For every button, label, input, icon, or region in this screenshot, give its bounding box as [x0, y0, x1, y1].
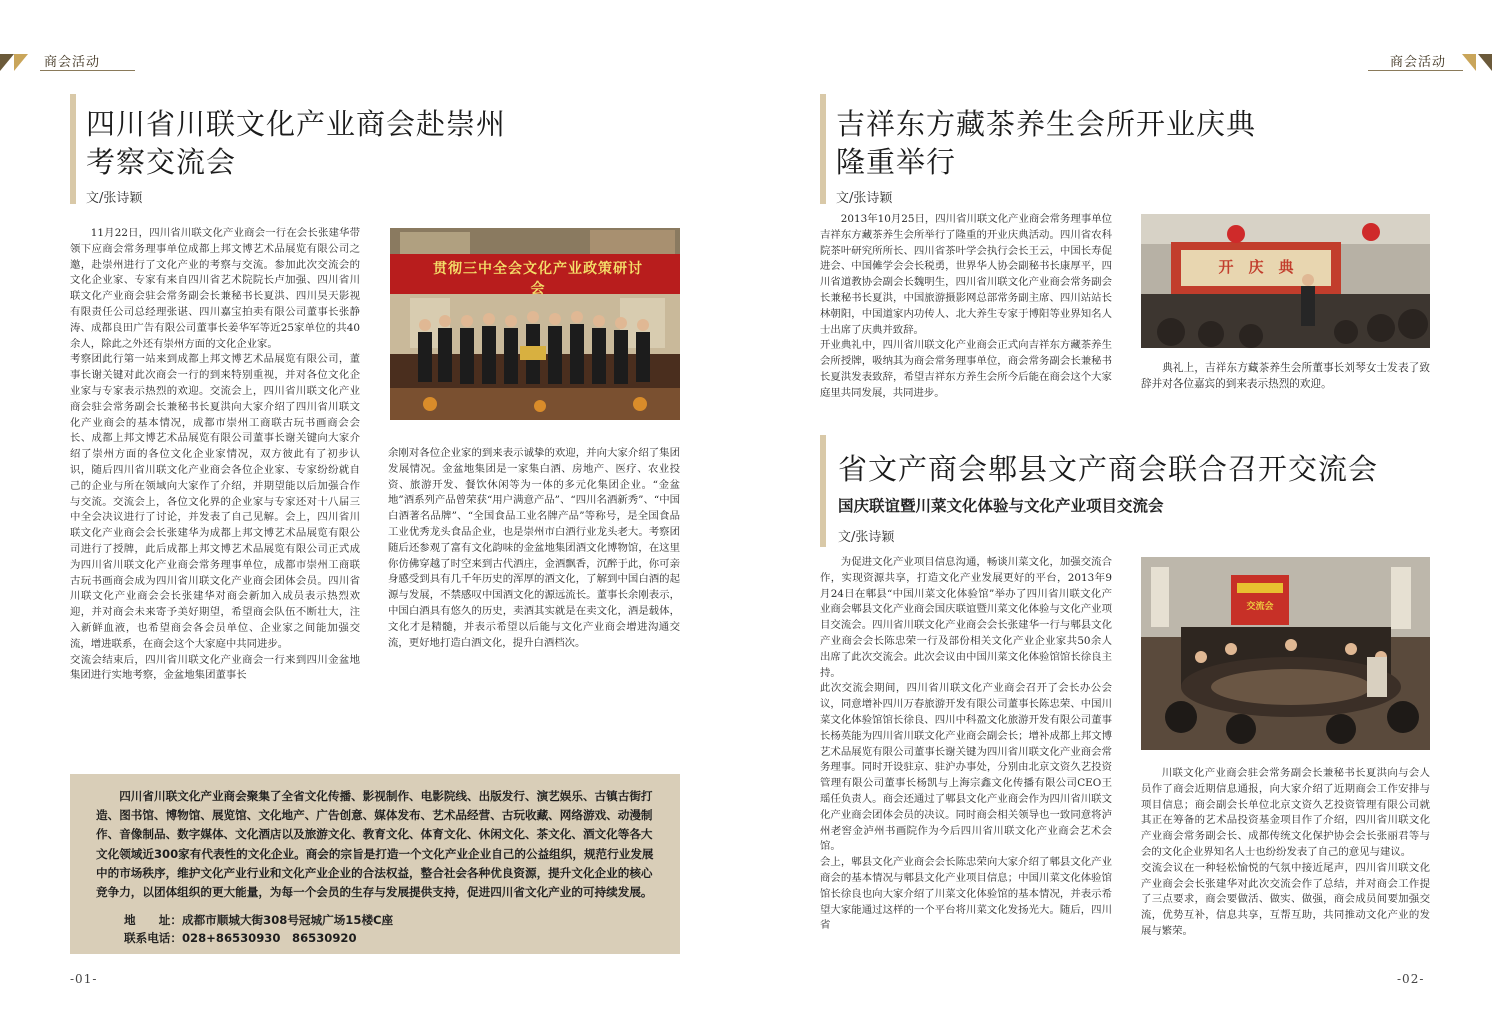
meeting-photo-image — [390, 228, 680, 420]
article3-title-bar — [820, 435, 826, 547]
contact-phone — [124, 930, 357, 946]
article3-title: 省文产商会郫县文产商会联合召开交流会 — [838, 452, 1379, 486]
article2-body: 2013年10月25日，四川省川联文化产业商会常务理事单位吉祥东方藏茶养生会所举行了隆重的开业庆典活动。四川省农科院茶叶研究所所长、四川省茶叶学会执行会长王云，中国长寿促进会、中国傩学会会长税勇，世界华人协会副秘书长康厚平，四川省道教协会副会长魏明生，四川省川联文化产业商会常务副会长兼秘书长夏洪，中国旅游摄影网总部常务副主席、四川站站长林朝阳，中国道家内功传人、北大养生专家于博阳等业界知名人士出席了庆典并致辞。 开业典礼中，四川省川联文化产业商会正式向吉祥东方藏茶养生会所授牌，吸纳其为商会常务理事单位，商会常务副会长兼秘书长夏洪发表致辞，希望吉祥东方养生会所今后能在商会这个大家庭里共同发展，共同进步。 — [820, 213, 1112, 399]
phone-label: 联系电话： — [124, 931, 182, 945]
contact-address — [124, 912, 393, 928]
article2-title-line1: 吉祥东方藏茶养生会所开业庆典 — [836, 107, 1257, 141]
article3-photo-banner: 交流会 — [1246, 602, 1274, 612]
page-number-left: -01- — [70, 972, 98, 986]
header-underline-left — [40, 70, 135, 71]
article1-title-line2: 考察交流会 — [86, 145, 237, 179]
article2-title-bar — [820, 94, 826, 204]
tab-decor-left-gold — [14, 54, 28, 71]
article3-body: 为促进文化产业项目信息沟通，畅谈川菜文化，加强交流合作，实现资源共享，打造文化产业发展更好的平台，2013年9月24日在郫县“中国川菜文化体验馆”举办了四川省川联文化产业商会郫县文化产业商会国庆联谊暨川菜文化体验与文化产业项目交流会。四川省川联文化产业商会会长张建华一行与郫县文化产业商会会长陈忠荣一行及部份相关文化产业企业家共50余人出席了此次交流会。此次会议由中国川菜文化体验馆馆长徐良主持。 此次交流会期间，四川省川联文化产业商会召开了会长办公会议，同意增补四川万春旅游开发有限公司董事长陈忠荣、中国川菜文化体验馆馆长徐良、四川中科盈文化旅游开发有限公司董事长杨英能为四川省川联文化产业商会副会长；增补成都上邦文博艺术品展览有限公司董事长谢关键为四川省川联文化产业商会常务理事。同时开设驻京、驻沪办事处，分别由北京文资久艺投资管理有限公司董事长杨凯与上海宗鑫文化传播有限公司CEO王瑶任负责人。商会还通过了郫县文化产业商会作为四川省川联文化产业商会团体会员的决议。同时商会相关领导也一致同意将泸州老窖金泸州书画院作为今后四川省川联文化产业商会艺术会馆。 会上，郫县文化产业商会会长陈忠荣向大家介绍了郫县文化产业商会的基本情况与郫县文化产业项目信息；中国川菜文化体验馆馆长徐良也向大家介绍了川菜文化体验馆的基本情况，并表示希望大家能通过这样的一个平台将川菜文化发扬光大。随后，四川省 — [820, 556, 1112, 932]
article2-title-line2: 隆重举行 — [836, 145, 957, 179]
tab-decor-right-dark — [1478, 54, 1492, 71]
header-underline-right — [1368, 70, 1463, 71]
article1-title-line1: 四川省川联文化产业商会赴崇州 — [86, 107, 507, 141]
tab-decor-right-gold — [1462, 54, 1476, 71]
article3-photo — [1141, 557, 1430, 750]
article1-title-bar — [70, 94, 76, 204]
tab-decor-left-dark — [0, 54, 14, 71]
address-value: 成都市顺城大街308号冠城广场15楼C座 — [181, 913, 394, 927]
article1-column2: 余刚对各位企业家的到来表示诚挚的欢迎，并向大家介绍了集团发展情况。金盆地集团是一家集白酒、房地产、医疗、农业投资、旅游开发、餐饮休闲等为一体的多元化集团企业。“金盆地”酒系列产品曾荣获“用户满意产品”、“四川名酒新秀”、“中国白酒著名品牌”、“全国食品工业名牌产品”等称号，是全国食品工业优秀龙头食品企业，也是崇州市白酒行业龙头老大。考察团随后还参观了富有文化韵味的金盆地集团酒文化博物馆，在这里你仿佛穿越了时空来到古代酒庄，金酒飘香，沉醉于此，你可亲身感受到具有几千年历史的浑厚的酒文化，了解到中国白酒的起源与发展，不禁感叹中国酒文化的源远流长。董事长余刚表示，中国白酒具有悠久的历史，卖酒其实就是在卖文化，酒是载体，文化才是精髓，并表示希望以后能与文化产业商会增进沟通交流，更好地打造白酒文化，提升白酒档次。 — [388, 447, 680, 649]
phone-value: 028+86530930 86530920 — [181, 931, 357, 945]
meeting-room-photo-image — [1141, 557, 1430, 750]
article1-photo — [390, 228, 680, 420]
article2-photo-caption: 典礼上，吉祥东方藏茶养生会所董事长刘琴女士发表了致辞并对各位嘉宾的到来表示热烈的欢迎。 — [1141, 362, 1430, 390]
article3-subtitle: 国庆联谊暨川菜文化体验与文化产业项目交流会 — [838, 496, 1164, 515]
article3-column2: 川联文化产业商会驻会常务副会长兼秘书长夏洪向与会人员作了商会近期信息通报，向大家介绍了近期商会工作安排与项目信息；商会副会长单位北京文资久艺投资管理有限公司就其正在筹备的艺术品投资基金项目作了介绍，四川省川联文化产业商会常务副会长、成都传统文化保护协会会长张丽君等与会的文化企业界知名人士也纷纷发表了自己的意见与建议。 交流会议在一种轻松愉悦的气氛中接近尾声，四川省川联文化产业商会会长张建华对此次交流会作了总结，并对商会工作提了三点要求，商会要做活、做实、做强，商会成员间要加强交流，优势互补，信息共享，互帮互助，共同推动文化产业的发展与繁荣。 — [1141, 767, 1430, 937]
article1-author: 文/张诗颖 — [86, 191, 143, 206]
article2-photo-banner: 开 庆 典 — [1218, 258, 1294, 276]
page-number-right: -02- — [1397, 972, 1425, 986]
section-tab-left: 商会活动 — [44, 55, 101, 70]
info-box-text: 四川省川联文化产业商会聚集了全省文化传播、影视制作、电影院线、出版发行、演艺娱乐、古镇古街打造、图书馆、博物馆、展览馆、文化地产、广告创意、媒体发布、艺术品经营、古玩收藏、网络游戏、动漫制作、音像制品、数字媒体、文化酒店以及旅游文化、教育文化、体育文化、休闲文化、茶文化、酒文化等各大文化领域近300家有代表性的文化企业。商会的宗旨是打造一个文化产业企业自己的公益组织，规范行业发展中的市场秩序，维护文化产业行业和文化产业企业的合法权益，整合社会各种优良资源，提升文化企业的核心竞争力，以团体组织的更大能量，为每一个会员的生存与发展提供支持，促进四川省文化产业的可持续发展。 — [96, 789, 654, 900]
section-tab-right: 商会活动 — [1390, 55, 1447, 70]
ceremony-photo-image — [1141, 214, 1430, 348]
article2-photo — [1141, 214, 1430, 348]
article2-author: 文/张诗颖 — [836, 191, 893, 206]
article1-column1: 11月22日，四川省川联文化产业商会一行在会长张建华带领下应商会常务理事单位成都上邦文博艺术品展览有限公司之邀，赴崇州进行了文化产业的考察与交流。参加此次交流会的文化企业家、专家有来自四川省艺术院院长卢加强、四川省川联文化产业商会驻会常务副会长兼秘书长夏洪、四川昊天影视有限责任公司总经理张谌、四川嘉宝拍卖有限公司董事长张静涛、成都良田广告有限公司董事长姜华军等近25家单位的共40余人，除此之外还有崇州方面的文化企业家。 考察团此行第一站来到成都上邦文博艺术品展览有限公司，董事长谢关键对此次商会一行的到来特别重视，并对各位文化企业家与专家表示热烈的欢迎。交流会上，四川省川联文化产业商会驻会常务副会长兼秘书长夏洪向大家介绍了四川省川联文化产业商会的基本情况，成都市崇州工商联古玩书画商会会长、成都上邦文博艺术品展览有限公司董事长谢关键向大家介绍了崇州方面的各位文化企业家情况，双方彼此有了初步认识，随后四川省川联文化产业商会各位企业家、专家纷纷就自己的企业与所在领域向大家作了介绍，并期望能以后加强合作与交流。交流会上，各位文化界的企业家与专家还对十八届三中全会决议进行了讨论，并发表了自己见解。会上，四川省川联文化产业商会会长张建华为成都上邦文博艺术品展览有限公司进行了授牌，此后成都上邦文博艺术品展览有限公司正式成为四川省川联文化产业商会常务理事单位，成都市崇州工商联古玩书画商会成为四川省川联文化产业商会团体会员。四川省川联文化产业商会会长张建华对商会新加入成员表示热烈欢迎，并对商会未来寄予美好期望，希望商会队伍不断壮大，注入新鲜血液，也希望商会各会员单位、企业家之间能加强交流，增进联系，在商会这个大家庭中共同进步。 交流会结束后，四川省川联文化产业商会一行来到四川金盆地集团进行实地考察，金盆地集团董事长 — [70, 227, 360, 682]
address-label: 地 址： — [124, 913, 182, 927]
article1-photo-banner: 贯彻三中全会文化产业政策研讨会 — [433, 261, 643, 297]
article3-author: 文/张诗颖 — [838, 530, 895, 545]
